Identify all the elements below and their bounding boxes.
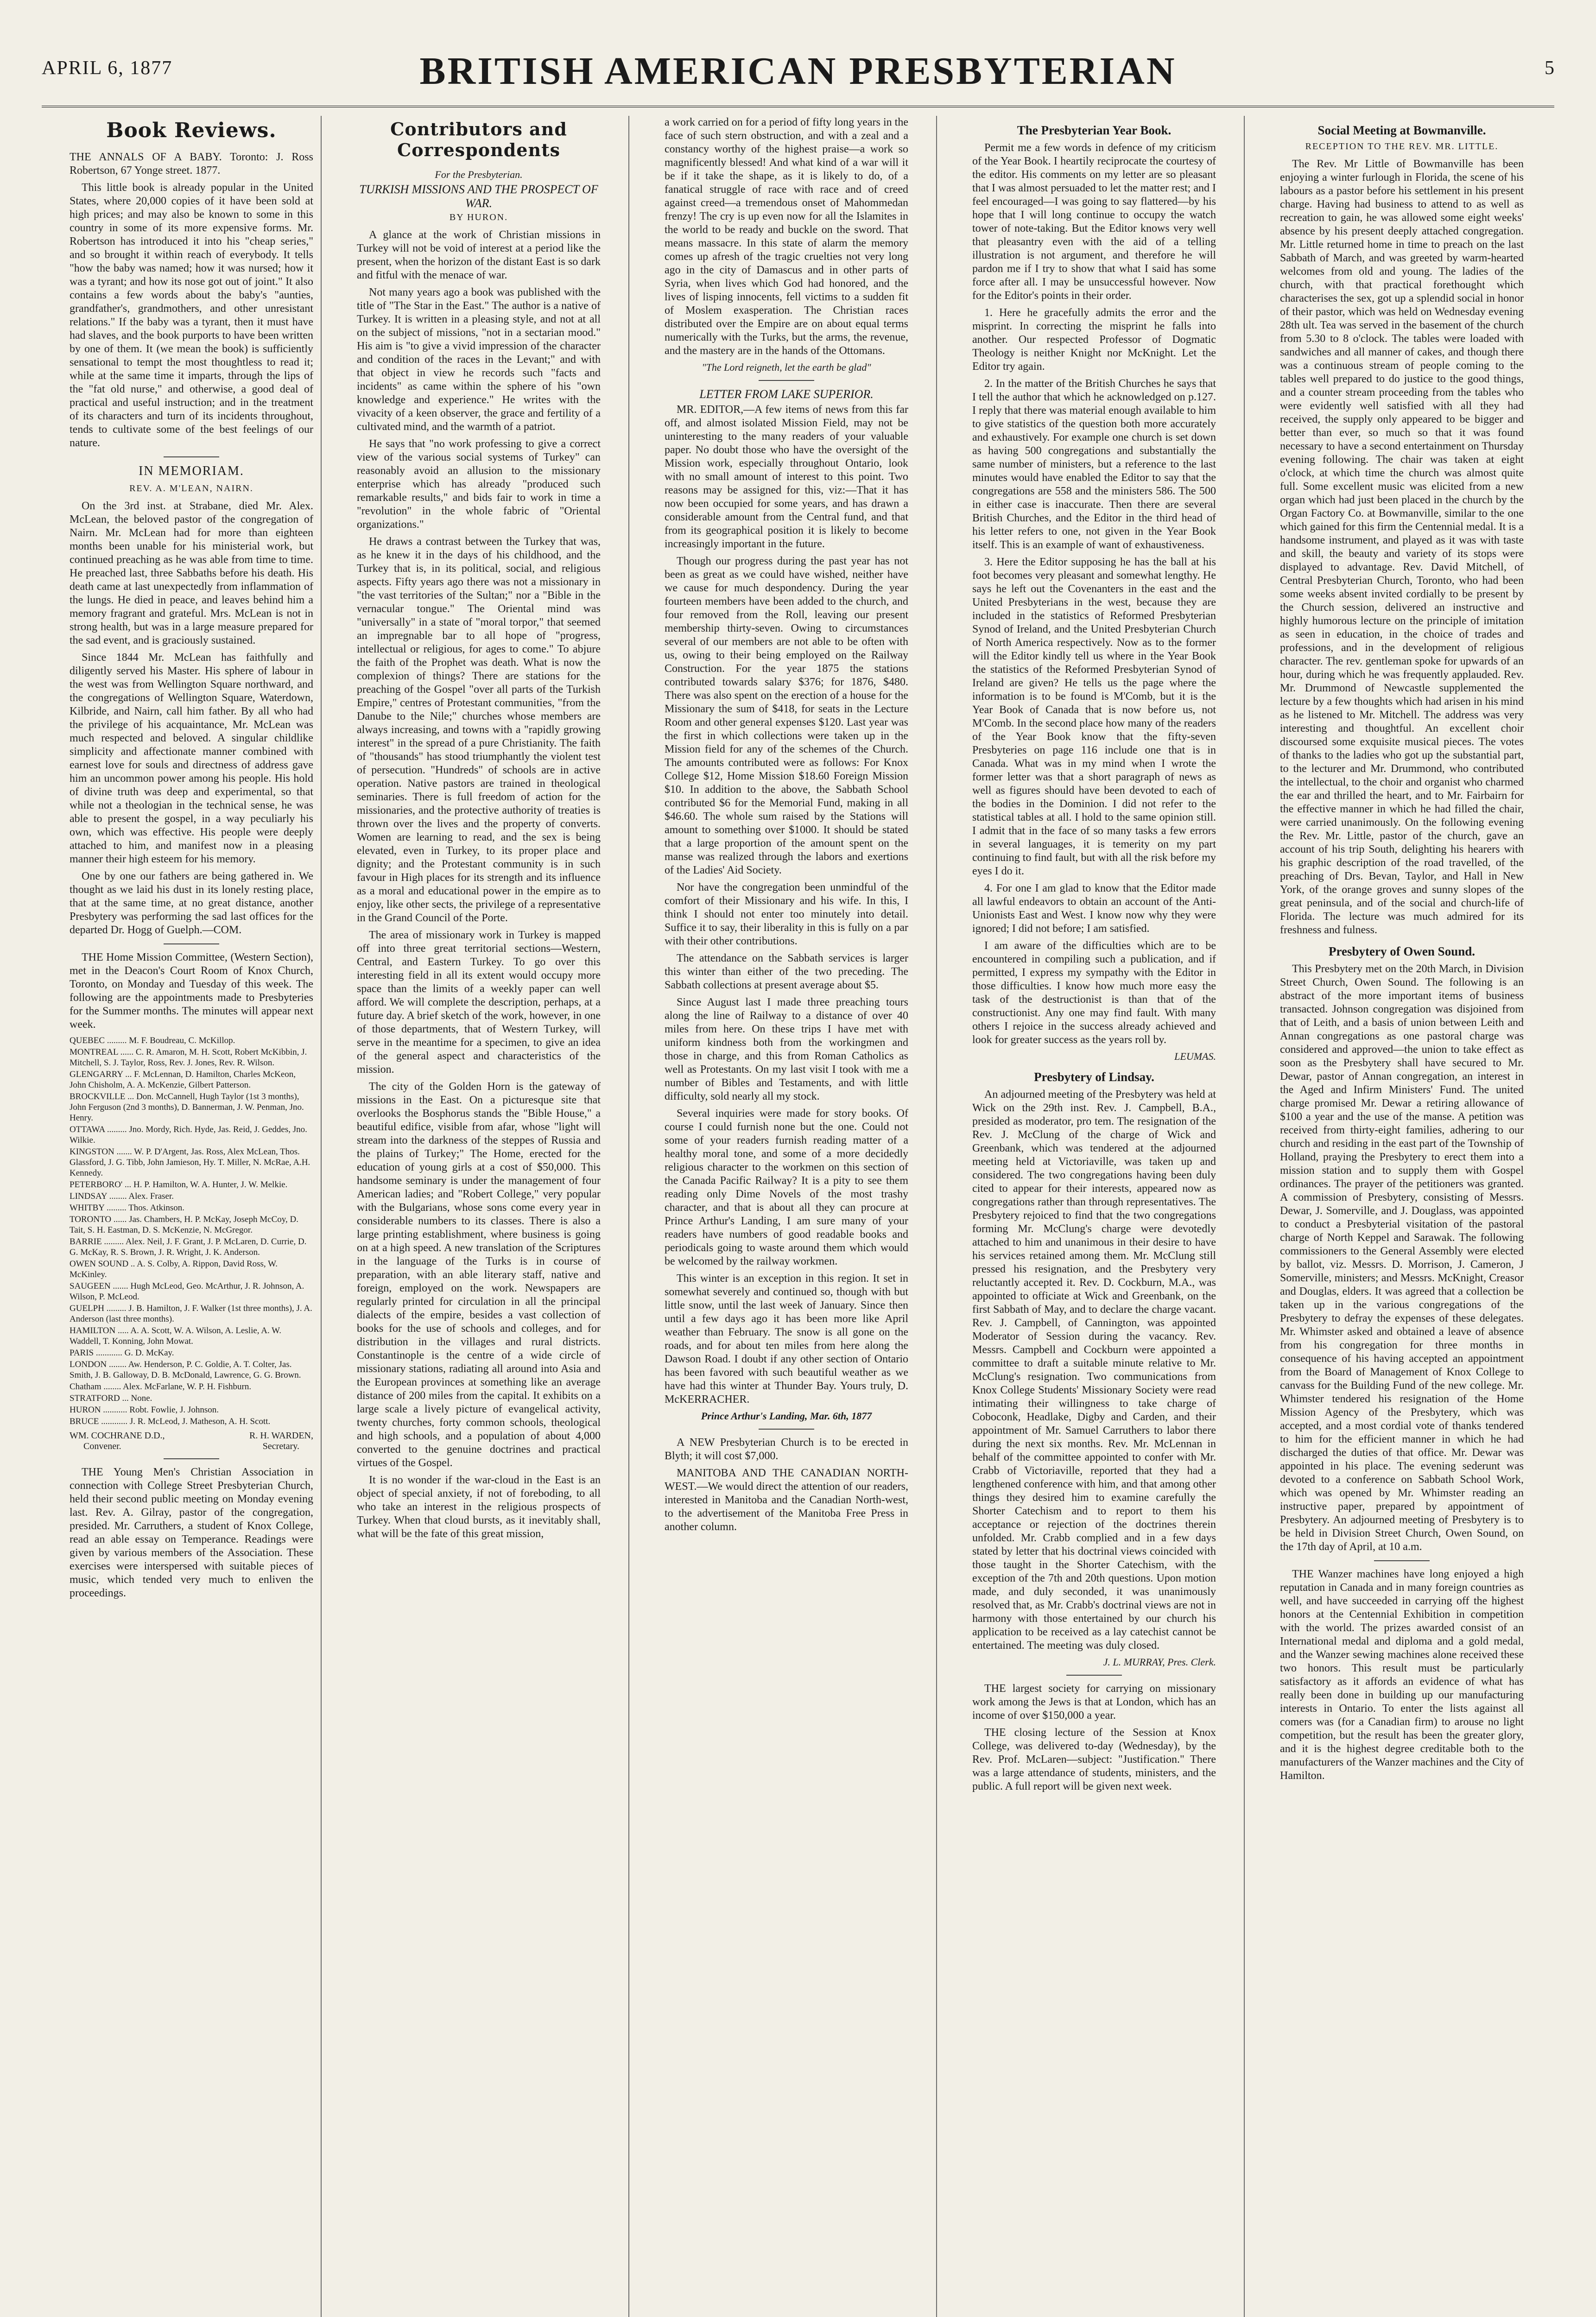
yearbook-signature: LEUMAS.: [1174, 1051, 1216, 1062]
news-item: A NEW Presbyterian Church is to be erected in Blyth; it will cost $7,000.: [665, 1437, 908, 1462]
article-paragraph: He says that "no work professing to give a correct view of the various social systems of Turkey" can reasonably avoid an allusion to the missionary enterprise which has already "produced such remarkable results," and bids fair to work in time a "revolution" in the whole fabric of "Oriental organizations.": [357, 438, 601, 531]
letter-heading: LETTER FROM LAKE SUPERIOR.: [699, 387, 874, 401]
mission-signatures: [70, 1431, 313, 1441]
column-rule: [1244, 116, 1245, 2317]
lindsay-paragraph: An adjourned meeting of the Presbytery was held at Wick on the 29th inst. Rev. J. Campbell, B.A., presided as moderator, pro tem. The resignation of the Rev. J. McClung of the charge of Wick and Greenbank, which was tendered at the adjourned meeting held at Victoriaville, was taken up and considered. The two congregations having been duly cited to appear for their interests, appeared now as congregations rather than through representatives. The Presbytery rejoiced to find that the two congregations forming Mr. McClung's charge were devotedly attached to him and unanimous in their desire to have his services retained among them. Mr. McClung still pressed his resignation, and the Presbytery very reluctantly accepted it. Rev. D. Cockburn, M.A., was appointed to officiate at Wick and Greenbank, on the first Sabbath of May, and to declare the charge vacant. Rev. J. Campbell, of Cannington, was appointed Moderator of Session during the vacancy. Rev. Messrs. Campbell and Cockburn were appointed a committee to draft a suitable minute relative to Mr. McClung's resignation. Two communications from Knox College Students' Missionary Society were read intimating their willingness to take charge of Coboconk, Headlake, Digby and Carden, and their appointment of Mr. Samuel Carruthers to labor there during the next six months. Rev. Mr. McLennan in behalf of the committee appointed to confer with Mr. Crabb of Victoriaville, reported that they had a lengthened conference with him, and that among other things they desired him to examine carefully the Shorter Catechism and to report to them his acceptance or rejection of the doctrines therein unfolded. Mr. Crabb complied and in a few days stated by letter that his doctrinal views coincided with those taught in the Shorter Catechism, with the exception of the 7th and 20th questions. Upon motion made, and duly seconded, it was unanimously resolved that, as Mr. Crabb's doctrinal views are not in harmony with those entertained by our church his application to be received as a lay catechist cannot be entertained. The meeting was duly closed.: [972, 1089, 1216, 1652]
appointment-entry: OWEN SOUND .. A. S. Colby, A. Rippon, David Ross, W. McKinley.: [70, 1259, 278, 1279]
appointment-entry: BRUCE ............ J. R. McLeod, J. Matheson, A. H. Scott.: [70, 1417, 271, 1426]
appointments-list: [70, 1035, 313, 1427]
article-paragraph: The city of the Golden Horn is the gateway of missions in the East. On a picturesque site that overlooks the Bosphorus stands the "Bible House," a beautiful edifice, visible from afar, whose "light will stream into the darkness of the steppes of Russia and the plains of Turkey;" The Home, erected for the education of young girls at a cost of $50,000. This handsome seminary is under the management of four American ladies; and "Robert College," very popular with the Bulgarians, whose sons come every year in considerable numbers to its classes. There is also a large printing establishment, where business is going on at a high speed. A new translation of the Scriptures in the language of the Turks is in course of preparation, with an able literary staff, native and foreign, employed on the work. Newspapers are regularly printed for circulation in all the principal dialects of the empire, besides a vast collection of books for the use of schools and colleges, and for distribution in the villages and rural districts. Constantinople is the centre of a wide circle of missionary stations, radiating all around into Asia and the European provinces at something like an average distance of 200 miles from the capital. It exhibits on a large scale a lively picture of evangelical activity, twenty churches, forty common schools, theological and high schools, and a population of about 4,000 converted to the genuine doctrines and practical virtues of the Gospel.: [357, 1081, 601, 1469]
yearbook-paragraph: 4. For one I am glad to know that the Editor made all lawful endeavors to obtain an account of the Anti-Unionists East and West. I know now why they were ignored; I did not before; I am satisfied.: [972, 882, 1216, 935]
social-meeting-subheading: RECEPTION TO THE REV. MR. LITTLE.: [1305, 141, 1499, 152]
divider: [759, 380, 814, 381]
letter-paragraph: Since August last I made three preaching tours along the line of Railway to a distance of over 40 miles from here. On these trips I have met with uniform kindness both from the workingmen and those in charge, and this from Roman Catholics as well as Protestants. On my last visit I took with me a number of Bibles and Testaments, and with little difficulty, sold nearly all my stock.: [665, 996, 908, 1102]
convener-name: WM. COCHRANE D.D.,: [70, 1431, 165, 1441]
lindsay-signature: J. L. MURRAY, Pres. Clerk.: [1103, 1656, 1216, 1668]
article-paragraph: a work carried on for a period of fifty long years in the face of such stern obstruction, and with a zeal and a constancy worthy of the highest praise—a work so magnificently blessed! And what kind of a war will it be if it take the shape, as it is likely to do, of a fanatical struggle of race with race and of creed against creed—a tremendous onset of Mahommedan frenzy! The cry is up even now for all the Islamites in the world to be ready and buckle on the sword. That means massacre. In this state of alarm the memory comes up afresh of the tragic cruelties not very long ago in the city of Damascus and in other parts of Syria, when lives which God had honored, and the lives of lisping innocents, fell victims to a sudden fit of Moslem exasperation. The Christian races distributed over the Empire are on about equal terms numerically with the Turks, but the arms, the revenue, and the mastery are in the hands of the Ottomans.: [665, 116, 908, 357]
appointment-entry: WHITBY ......... Thos. Atkinson.: [70, 1203, 185, 1213]
section-heading-book-reviews: Book Reviews.: [106, 119, 277, 142]
memoriam-paragraph: One by one our fathers are being gathered in. We thought as we laid his dust in its lonely resting place, that at the same time, at no great distance, another Presbytery was performing the sad last offices for the departed Dr. Hogg of Guelph.—COM.: [70, 870, 313, 936]
appointment-entry: STRATFORD ... None.: [70, 1393, 152, 1403]
memoriam-paragraph: Since 1844 Mr. McLean has faithfully and diligently served his Master. His sphere of labour in the west was from Wellington Square northward, and the congregations of Wellington Square, Waterdown, Kilbride, and Nairn, call him father. By all who had the privilege of his acquaintance, Mr. McLean was much respected and beloved. A singular childlike simplicity and affectionate manner combined with earnest love for souls and directness of address gave him an uncommon power among his people. His hold of divine truth was deep and experimental, so that while not a theologian in the technical sense, he was able to present the gospel, in a way peculiarly his own, which was effective. His people were deeply attached to him, and manifest now in a pleasing manner their high esteem for his memory.: [70, 652, 313, 865]
social-meeting-paragraph: The Rev. Mr Little of Bowmanville has been enjoying a winter furlough in Florida, the scene of his labours as a pastor before his settlement in his present charge. Having had business to attend to as well as recreation to gain, he was allowed some eight weeks' absence by his present deeply attached congregation. Mr. Little returned home in time to preach on the last Sabbath of March, and was greeted by warm-hearted welcomes from old and young. The ladies of the church, with that practical forethought which characterises the sex, got up a splendid social in honor of their pastor, which was held on Wednesday evening 28th ult. Tea was served in the basement of the church from 5.30 to 8 o'clock. The tables were loaded with sandwiches and all manner of cakes, and though there was a continuous stream of people coming to the tables well prepared to do justice to the good things, and a counter stream proceeding from the tables who were evidently well satisfied with all they had received, the supply only appeared to be bigger and better than ever, so much so that it was found necessary to have a second entertainment on Thursday evening following. The chair was taken at eight o'clock, at which time the church was almost quite full. Some excellent music was elicited from a new organ which had just been placed in the church by the Organ Factory Co. at Bowmanville, similar to the one which gained for this firm the Centennial medal. It is a handsome instrument, and played as it was with taste and skill, the beauty and variety of its stops were displayed to advantage. Rev. David Mitchell, of Central Presbyterian Church, Toronto, who had been some weeks absent invited cordially to be present by the Church session, delivered an instructive and highly humorous lecture on the principle of imitation as seen in education, in the choice of trades and professions, and in the development of religious character. The rev. gentleman spoke for upwards of an hour, during which he was frequently applauded. Rev. Mr. Drummond of Newcastle supplemented the lecture by a few thoughts which had arisen in his mind as he listened to Mr. Mitchell. The address was very interesting and thoughtful. An excellent choir discoursed some exquisite musical pieces. The votes of thanks to the ladies who got up the substantial part, to the lecturer and Mr. Drummond, who contributed the intellectual, to the choir and organist who charmed the ear and thrilled the heart, and to Mr. Fairbairn for the effective manner in which he had filled the chair, were carried unanimously. On the following evening the Rev. Mr. Little, pastor of the church, gave an account of his trip South, delighting his hearers with his graphic description of the road travelled, of the preaching of Drs. Bevan, Taylor, and Hall in New York, of the orange groves and sunny slopes of the great peninsula, and of the social and church-life of Florida. The lecture was much admired for its freshness and fulness.: [1280, 158, 1524, 936]
memoriam-subheading: REV. A. M'LEAN, NAIRN.: [129, 483, 253, 494]
divider: [164, 943, 219, 944]
article-paragraph: It is no wonder if the war-cloud in the East is an object of special anxiety, if not of foreboding, to all who take an interest in the religious prospects of Turkey. When that cloud bursts, as it inevitably shall, what will be the fate of this great mission,: [357, 1474, 601, 1540]
social-meeting-heading: Social Meeting at Bowmanville.: [1317, 123, 1486, 137]
section-heading-contributors: Contributors and Correspondents: [390, 119, 567, 160]
appointment-entry: SAUGEEN ....... Hugh McLeod, Geo. McArthur, J. R. Johnson, A. Wilson, P. McLeod.: [70, 1281, 304, 1302]
news-item: MANITOBA AND THE CANADIAN NORTH-WEST.—We would direct the attention of our readers, interested in Manitoba and the Canadian North-west, to the advertisement of the Manitoba Free Press in another column.: [665, 1467, 908, 1533]
divider: [164, 1458, 219, 1459]
divider: [164, 456, 219, 457]
memoriam-heading: IN MEMORIAM.: [139, 464, 244, 478]
letter-paragraph: Several inquiries were made for story books. Of course I could furnish none but the one. Could not some of your readers furnish reading matter of a healthy moral tone, and some of a more decidedly religious character to the workmen on this section of the Canada Pacific Railway? It is a pity to see them reading only Dime Novels of the most trashy character, and that is about all they can procure at Prince Arthur's Landing, I am sure many of your readers have numbers of good readable books and periodicals going to waste around them which would be welcomed by the railway workmen.: [665, 1108, 908, 1267]
column-rule: [936, 116, 937, 2317]
news-item: THE closing lecture of the Session at Knox College, was delivered to-day (Wednesday), by the Rev. Prof. McLaren—subject: "Justification." There was a large attendance of students, ministers, and the public. A full report will be given next week.: [972, 1727, 1216, 1792]
appointment-entry: MONTREAL ...... C. R. Amaron, M. H. Scott, Robert McKibbin, J. Mitchell, S. J. Taylor, Ross, Rev. J. Jones, Rev. R. Wilson.: [70, 1047, 307, 1068]
yearbook-paragraph: 1. Here he gracefully admits the error and the misprint. In correcting the misprint he falls into another. Our respected Professor of Dogmatic Theology is neither Knight nor McKnight. Let the Editor try again.: [972, 307, 1216, 373]
column-2: [357, 116, 601, 2317]
yearbook-paragraph: Permit me a few words in defence of my criticism of the Year Book. I heartily reciprocate the courtesy of the editor. His comments on my letter are so pleasant that I was almost persuaded to let the matter rest; and I feel encouraged—I was going to say flattered—by his hope that I will long continue to occupy the watch tower of note-taking. But the Editor knows very well that pleasantry even with the aid of a telling illustration is not argument, and therefore he will pardon me if I try to show that what I said has some force after all. I may be unsuccessful however. Now for the Editor's points in their order.: [972, 142, 1216, 302]
letter-paragraph: MR. EDITOR,—A few items of news from this far off, and almost isolated Mission Field, may not be uninteresting to the many readers of your valuable paper. No doubt those who have the oversight of the Mission work, especially throughout Ontario, look with no small amount of interest to this point. Two reasons may be assigned for this, viz:—That it has now been occupied for some years, and has drawn a considerable amount from the Central fund, and that from its geographical position it is likely to become increasingly important in the future.: [665, 404, 908, 550]
yearbook-paragraph: I am aware of the difficulties which are to be encountered in compiling such a publication, and if permitted, I express my sympathy with the Editor in those difficulties. I know how much more easy the task of the destructionist is than that of the constructionist. Any one may find fault. With many others I rejoice in the success already achieved and look for greater success as the years roll by.: [972, 940, 1216, 1046]
appointment-entry: PARIS ............ G. D. McKay.: [70, 1348, 174, 1358]
article-paragraph: A glance at the work of Christian missions in Turkey will not be void of interest at a period like the present, when the horizon of the distant East is so dark and fitful with the menace of war.: [357, 229, 601, 281]
letter-place-line: Prince Arthur's Landing, Mar. 6th, 1877: [701, 1410, 872, 1422]
owen-sound-heading: Presbytery of Owen Sound.: [1328, 944, 1475, 958]
appointment-entry: BROCKVILLE ... Don. McCannell, Hugh Taylor (1st 3 months), John Ferguson (2nd 3 months), D. Bannerman, J. W. Penman, Jno. Henry.: [70, 1092, 304, 1123]
for-line: For the Presbyterian.: [435, 169, 523, 180]
secretary-role: Secretary.: [262, 1441, 299, 1451]
issue-date: APRIL 6, 1877: [42, 57, 173, 79]
article-paragraph: He draws a contrast between the Turkey that was, as he knew it in the days of his childhood, and the Turkey that is, in its political, social, and religious aspects. Fifty years ago there was not a missionary in "the vast territories of the Sultan;" nor a "Bible in the vernacular tongue." The Oriental mind was "universally" in a state of "moral torpor," that seemed an impregnable bar to all hope of "progress, intellectual or religious, for ages to come." To abjure the faith of the Prophet was death. What is now the complexion of things? There are stations for the preaching of the Gospel "over all parts of the Turkish Empire," centres of Protestant communities, "from the Danube to the Nile;" churches whose members are always increasing, and towns with a "rapidly growing interest" in the spread of a pure Christianity. The faith of "thousands" has stood triumphantly the violent test of persecution. "Hundreds" of schools are in active operation. Native pastors are trained in theological seminaries. There is full freedom of action for the missionaries, and the protective authority of treaties is thrown over the lives and the property of converts. Women are learning to read, and the sex is being elevated, even in Turkey, to its proper place and dignity; and the Protestant community is in such favour in High places for its strength and its influence as a moral and educational power in the empire as to enjoy, like other sects, the privilege of a representative in the Grand Council of the Porte.: [357, 536, 601, 924]
byline: BY HURON.: [449, 212, 508, 222]
column-5: [1280, 116, 1524, 2317]
review-title: THE ANNALS OF A BABY. Toronto: J. Ross Robertson, 67 Yonge street. 1877.: [70, 151, 313, 177]
divider: [759, 1429, 814, 1430]
page-number: 5: [1545, 57, 1554, 79]
wanzer-paragraph: THE Wanzer machines have long enjoyed a high reputation in Canada and in many foreign countries as well, and have succeeded in carrying off the highest honors at the Centennial Exhibition in competition with the world. The prizes awarded consist of an International medal and diploma and a gold medal, and the Wanzer sewing machines alone received these two honors. This result must be particularly satisfactory as it affords an evidence of what has really been done in building up our manufacturing interests in Ontario. To enter the lists against all comers was (for a Canadian firm) to arouse no light competition, but the result has been the greater glory, and it is the highest degree creditable both to the manufacturers of the Wanzer machines and the City of Hamilton.: [1280, 1568, 1524, 1782]
appointment-entry: GLENGARRY ... F. McLennan, D. Hamilton, Charles McKeon, John Chisholm, A. A. McKenzie, Gilbert Patterson.: [70, 1070, 296, 1090]
ymca-paragraph: THE Young Men's Christian Association in connection with College Street Presbyterian Church, held their second public meeting on Monday evening last. Rev. A. Gilray, pastor of the congregation, presided. Mr. Carruthers, a student of Knox College, read an able essay on Temperance. Readings were given by various members of the Association. These exercises were interspersed with suitable pieces of music, which tended very much to enliven the proceedings.: [70, 1466, 313, 1599]
appointment-entry: LONDON ........ Aw. Henderson, P. C. Goldie, A. T. Colter, Jas. Smith, J. B. Galloway, D. B. McDonald, Lawrence, G. G. Brown.: [70, 1360, 301, 1380]
yearbook-paragraph: 2. In the matter of the British Churches he says that I tell the author that which he acknowledged on p.127. I reply that there was material enough available to him to give statistics of the question both more accurately and exhaustively. For example one church is set down as having 500 congregations and substantially the same number of ministers, but a reference to the last minutes would have enabled the Editor to say that the congregations are 558 and the ministers 586. The 500 in either case is inaccurate. Then there are several British Churches, and the Editor in the third head of his letter refers to one, not given in the Year Book itself. This is an example of want of exhaustiveness.: [972, 378, 1216, 551]
news-item: THE largest society for carrying on missionary work among the Jews is that at London, which has an income of over $150,000 a year.: [972, 1683, 1216, 1722]
appointment-entry: QUEBEC ......... M. F. Boudreau, C. McKillop.: [70, 1036, 235, 1045]
appointment-entry: OTTAWA ......... Jno. Mordy, Rich. Hyde, Jas. Reid, J. Geddes, Jno. Wilkie.: [70, 1125, 307, 1145]
letter-paragraph: The attendance on the Sabbath services is larger this winter than either of the two preceding. The Sabbath collections at present average about $5.: [665, 952, 908, 991]
scripture-quote: "The Lord reigneth, let the earth be glad": [702, 361, 871, 373]
letter-paragraph: Nor have the congregation been unmindful of the comfort of their Missionary and his wife. In this, I think I should not enter too minutely into detail. Suffice it to say, their liberality in this is fully on a par with their other contributions.: [665, 881, 908, 947]
article-paragraph: Not many years ago a book was published with the title of "The Star in the East." The author is a native of Turkey. It is written in a pleasing style, and not at all on the subject of missions, "not in a sectarian mood." His aim is "to give a vivid impression of the character and condition of the races in the Levant;" and with that object in view he records such "facts and incidents" as came within the sphere of his "own knowledge and experience." He writes with the vivacity of a keen observer, the grace and fertility of a cultivated mind, and the warmth of a patriot.: [357, 286, 601, 433]
secretary-name: R. H. WARDEN,: [249, 1431, 313, 1441]
column-3: [665, 116, 908, 2317]
article-title: TURKISH MISSIONS AND THE PROSPECT OF WAR.: [359, 183, 598, 210]
review-body: This little book is already popular in the United States, where 20,000 copies of it have been sold at high prices; and may also be known to some in this country in some of its more expensive forms. Mr. Robertson has introduced it into his "cheap series," and so brought it within reach of everybody. It tells "how the baby was named; how it was nursed; how it was a tyrant; and how its nose got out of joint." It also contains a few words about the baby's "aunties, grandfather's, grandmothers, and other unresistant relations." If the baby was a tyrant, then it must have had slaves, and the book purports to have been written by one of them. It (we mean the book) is sufficiently sensational to tempt the most thoughtless to read it; while at the same time it imparts, through the lips of the "fat old nurse," and otherwise, a good deal of practical and useful instruction; and in the treatment of its characters and turn of its incidents throughout, tends to cultivate some of the best feelings of our nature.: [70, 182, 313, 449]
home-mission-paragraph: THE Home Mission Committee, (Western Section), met in the Deacon's Court Room of Knox Church, Toronto, on Monday and Tuesday of this week. The following are the appointments made to Presbyteries for the Summer months. The minutes will appear next week.: [70, 951, 313, 1031]
appointment-entry: BARRIE ......... Alex. Neil, J. F. Grant, J. P. McLaren, D. Currie, D. G. McKay, R. S. Brown, J. R. Wright, J. K. Anderson.: [70, 1237, 307, 1257]
appointment-entry: HAMILTON ..... A. A. Scott, W. A. Wilson, A. Leslie, A. W. Waddell, T. Konning, John Mowat.: [70, 1326, 282, 1346]
memoriam-paragraph: On the 3rd inst. at Strabane, died Mr. Alex. McLean, the beloved pastor of the congregation of Nairn. Mr. McLean had for more than eighteen months been unable for his ministerial work, but continued preaching as he was able from time to time. He preached last, three Sabbaths before his death. His death came at last unexpectedly from inflammation of the lungs. He died in peace, and leaves behind him a memory fragrant and grateful. Mrs. McLean is not in strong health, but was in a large measure prepared for the sad event, and is graciously sustained.: [70, 500, 313, 646]
column-rule: [628, 116, 629, 2317]
yearbook-paragraph: 3. Here the Editor supposing he has the ball at his foot becomes very pleasant and somewhat lengthy. He says he left out the Covenanters in the east and the United Presbyterians in the west, because they are included in the statistics of Reformed Presbyterian Synod of Ireland, and the United Presbyterian Church of North America respectively. Now as to the former will the Editor kindly tell us where in the Year Book the statistics of the Reformed Presbyterian Synod of Ireland are given? He tells us the page where the information is to be found is M'Comb, but it is the Year Book of Canada that is now before us, not M'Comb. In the second place how many of the readers of the Year Book know that the fifty-seven Presbyteries on page 116 include one that is in Canada. What was in my mind when I wrote the former letter was that a short paragraph of news as well as figures should have been devoted to each of the bodies in the Dominion. I did not refer to the statistical tables at all. I hold to the same opinion still. I admit that in the face of so many tasks a few errors in several languages, it is temerity on my part continuing to find fault, but with all the risk before my eyes I do it.: [972, 556, 1216, 877]
convener-role: Convener.: [83, 1441, 121, 1451]
appointment-entry: GUELPH ......... J. B. Hamilton, J. F. Walker (1st three months), J. A. Anderson (last three months).: [70, 1304, 312, 1324]
newspaper-title: BRITISH AMERICAN PRESBYTERIAN: [419, 50, 1177, 93]
article-paragraph: The area of missionary work in Turkey is mapped off into three great territorial sections—Western, Central, and Eastern Turkey. To go over this interesting field in all its extent would occupy more space than the limits of a weekly paper can well afford. We will complete the description, perhaps, at a future day. A brief sketch of the work, however, in one of those departments, that of Western Turkey, will serve in the meantime for a specimen, to give an idea of the general aspect and characteristics of the mission.: [357, 929, 601, 1076]
appointment-entry: Chatham ........ Alex. McFarlane, W. P. H. Fishburn.: [70, 1382, 252, 1392]
masthead: [42, 49, 1554, 104]
letter-paragraph: This winter is an exception in this region. It set in somewhat severely and continued so, though with but little snow, until the last week of January. Since then until a few days ago it has been more like April weather than February. The snow is all gone on the roads, and for about ten miles from here along the Dawson Road. I doubt if any other section of Ontario has been favored with such beautiful weather as we have had this winter at Thunder Bay. Yours truly, D. McKERRACHER.: [665, 1272, 908, 1405]
appointment-entry: LINDSAY ........ Alex. Fraser.: [70, 1191, 174, 1201]
column-1: [70, 116, 313, 2317]
yearbook-heading: The Presbyterian Year Book.: [1017, 123, 1172, 137]
column-4: [972, 116, 1216, 2317]
letter-paragraph: Though our progress during the past year has not been as great as we could have wished, neither have we cause for much despondency. During the year fourteen members have been added to the church, and four removed from the Roll, leaving our present membership thirty-seven. Owing to circumstances several of our members are not able to be often with us, owing to their being employed on the Railway Construction. For the year 1875 the stations contributed towards salary $376; for 1876, $480. There was also spent on the erection of a house for the Missionary the sum of $418, for seats in the Lecture Room and other general expenses $120. Last year was the first in which collections were taken up in the Mission field for any of the schemes of the Church. The amounts contributed were as follows: For Knox College $12, Home Mission $18.60 Foreign Mission $10. In addition to the above, the Sabbath School contributed $6 for the Memorial Fund, making in all $46.60. The whole sum raised by the Stations will amount to something over $1000. It should be stated that a large proportion of the amount spent on the manse was realized through the labors and exertions of the Ladies' Aid Society.: [665, 555, 908, 876]
appointment-entry: HURON ........... Robt. Fowlie, J. Johnson.: [70, 1405, 219, 1415]
appointment-entry: PETERBORO' ... H. P. Hamilton, W. A. Hunter, J. W. Melkie.: [70, 1180, 288, 1190]
appointment-entry: KINGSTON ....... W. P. D'Argent, Jas. Ross, Alex McLean, Thos. Glassford, J. G. Tibb, John Jamieson, Hy. T. Miller, N. McRae, A.H. Kennedy.: [70, 1147, 310, 1178]
mission-signature-roles: [70, 1441, 313, 1452]
appointment-entry: TORONTO ...... Jas. Chambers, H. P. McKay, Joseph McCoy, D. Tait, S. H. Eastman, D. S. McKenzie, N. McGregor.: [70, 1215, 298, 1235]
owen-sound-paragraph: This Presbytery met on the 20th March, in Division Street Church, Owen Sound. The following is an abstract of the more important items of business transacted. Johnson congregation was disjoined from that of Leith, and a basis of union between Leith and Annan congregations as one pastoral charge was considered and approved—the union to take effect as soon as the Presbytery shall have secured to Mr. Dewar, pastor of Annan congregation, an interest in the Aged and Infirm Ministers' Fund. The united charge promised Mr. Dewar a retiring allowance of $100 a year and the use of the manse. A petition was received from thirty-eight families, adhering to our church and residing in the east part of the Township of Holland, praying the Presbytery to erect them into a mission station and to supply them with Gospel ordinances. The prayer of the petitioners was granted. A commission of Presbytery, consisting of Messrs. Dewar, J. Somerville, and J. Douglass, was appointed to conduct a Presbyterial visitation of the pastoral charge of North Keppel and Sarawak. The following commissioners to the General Assembly were elected by ballot, viz. Messrs. D. Morrison, J. Cameron, J Somerville, ministers; and Messrs. McKnight, Creasor and Douglas, elders. It was agreed that a collection be taken up in the various congregations of the Presbytery to defray the expenses of these delegates. Mr. Whimster asked and obtained a leave of absence from his congregation for three months in consequence of his having accepted an appointment from the Board of Management of Knox College to canvass for the Building Fund of the new college. Mr. Whimster tendered his resignation of the Home Mission Agency of the Presbytery, which was accepted, and a most cordial vote of thanks tendered to him for the efficient manner in which he had discharged the duties of that office. Mr. Dewar was appointed in his place. The evening sederunt was devoted to a conference on Sabbath School Work, which was opened by Mr. Whimster reading an instructive paper, prepared by appointment of Presbytery. An adjourned meeting of Presbytery is to be held in Division Street Church, Owen Sound, on the 17th day of April, at 10 a.m.: [1280, 963, 1524, 1553]
divider: [1066, 1675, 1122, 1676]
divider: [1374, 1560, 1430, 1561]
masthead-rule: [42, 106, 1554, 108]
column-rule: [321, 116, 322, 2317]
lindsay-heading: Presbytery of Lindsay.: [1034, 1070, 1154, 1084]
